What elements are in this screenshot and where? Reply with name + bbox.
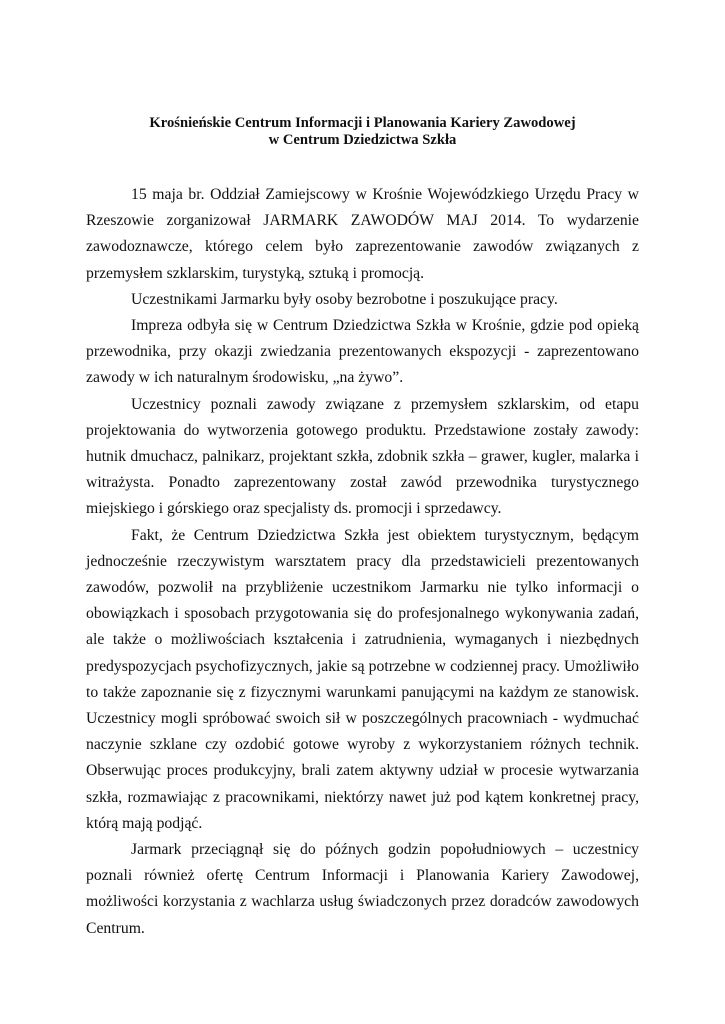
document-title <box>86 115 639 149</box>
title-line-1: Krośnieńskie Centrum Informacji i Planowania Kariery Zawodowej <box>149 115 576 131</box>
paragraph-4: Uczestnicy poznali zawody związane z przemysłem szklarskim, od etapu projektowania do wytworzenia gotowego produktu. Przedstawione zostały zawody: hutnik dmuchacz, palnikarz, projektant szkła, zdobnik szkła – grawer, kugler, malarka i witrażysta. Ponadto zaprezentowany został zawód przewodnika turystycznego miejskiego i górskiego oraz specjalisty ds. promocji i sprzedawcy. <box>86 395 639 518</box>
paragraph-2: Uczestnikami Jarmarku były osoby bezrobotne i poszukujące pracy. <box>131 290 558 308</box>
paragraph-1: 15 maja br. Oddział Zamiejscowy w Krośnie Wojewódzkiego Urzędu Pracy w Rzeszowie zorganizował JARMARK ZAWODÓW MAJ 2014. To wydarzenie zawodoznawcze, którego celem było zaprezentowanie zawodów związanych z przemysłem szklarskim, turystyką, sztuką i promocją. <box>86 186 639 282</box>
document-body <box>86 182 639 942</box>
document-page <box>86 115 639 942</box>
paragraph-5: Fakt, że Centrum Dziedzictwa Szkła jest obiektem turystycznym, będącym jednocześnie rzeczywistym warsztatem pracy dla przedstawicieli prezentowanych zawodów, pozwolił na przybliżenie uczestnikom Jarmarku nie tylko informacji o obowiązkach i sposobach przygotowania się do profesjonalnego wykonywania zadań, ale także o możliwościach kształcenia i zatrudnienia, wymaganych i niezbędnych predyspozycjach psychofizycznych, jakie są potrzebne w codziennej pracy. Umożliwiło to także zapoznanie się z fizycznymi warunkami panującymi na każdym ze stanowisk. Uczestnicy mogli spróbować swoich sił w poszczególnych pracowniach - wydmuchać naczynie szklane czy ozdobić gotowe wyroby z wykorzystaniem różnych technik. Obserwując proces produkcyjny, brali zatem aktywny udział w procesie wytwarzania szkła, rozmawiając z pracownikami, niektórzy nawet już pod kątem konkretnej pracy, którą mają podjąć. <box>86 526 639 832</box>
paragraph-6: Jarmark przeciągnął się do późnych godzin popołudniowych – uczestnicy poznali również ofertę Centrum Informacji i Planowania Kariery Zawodowej, możliwości korzystania z wachlarza usług świadczonych przez doradców zawodowych Centrum. <box>86 841 639 937</box>
title-line-2: w Centrum Dziedzictwa Szkła <box>268 132 457 148</box>
paragraph-3: Impreza odbyła się w Centrum Dziedzictwa Szkła w Krośnie, gdzie pod opieką przewodnika, przy okazji zwiedzania prezentowanych ekspozycji - zaprezentowano zawody w ich naturalnym środowisku, „na żywo”. <box>86 317 639 387</box>
